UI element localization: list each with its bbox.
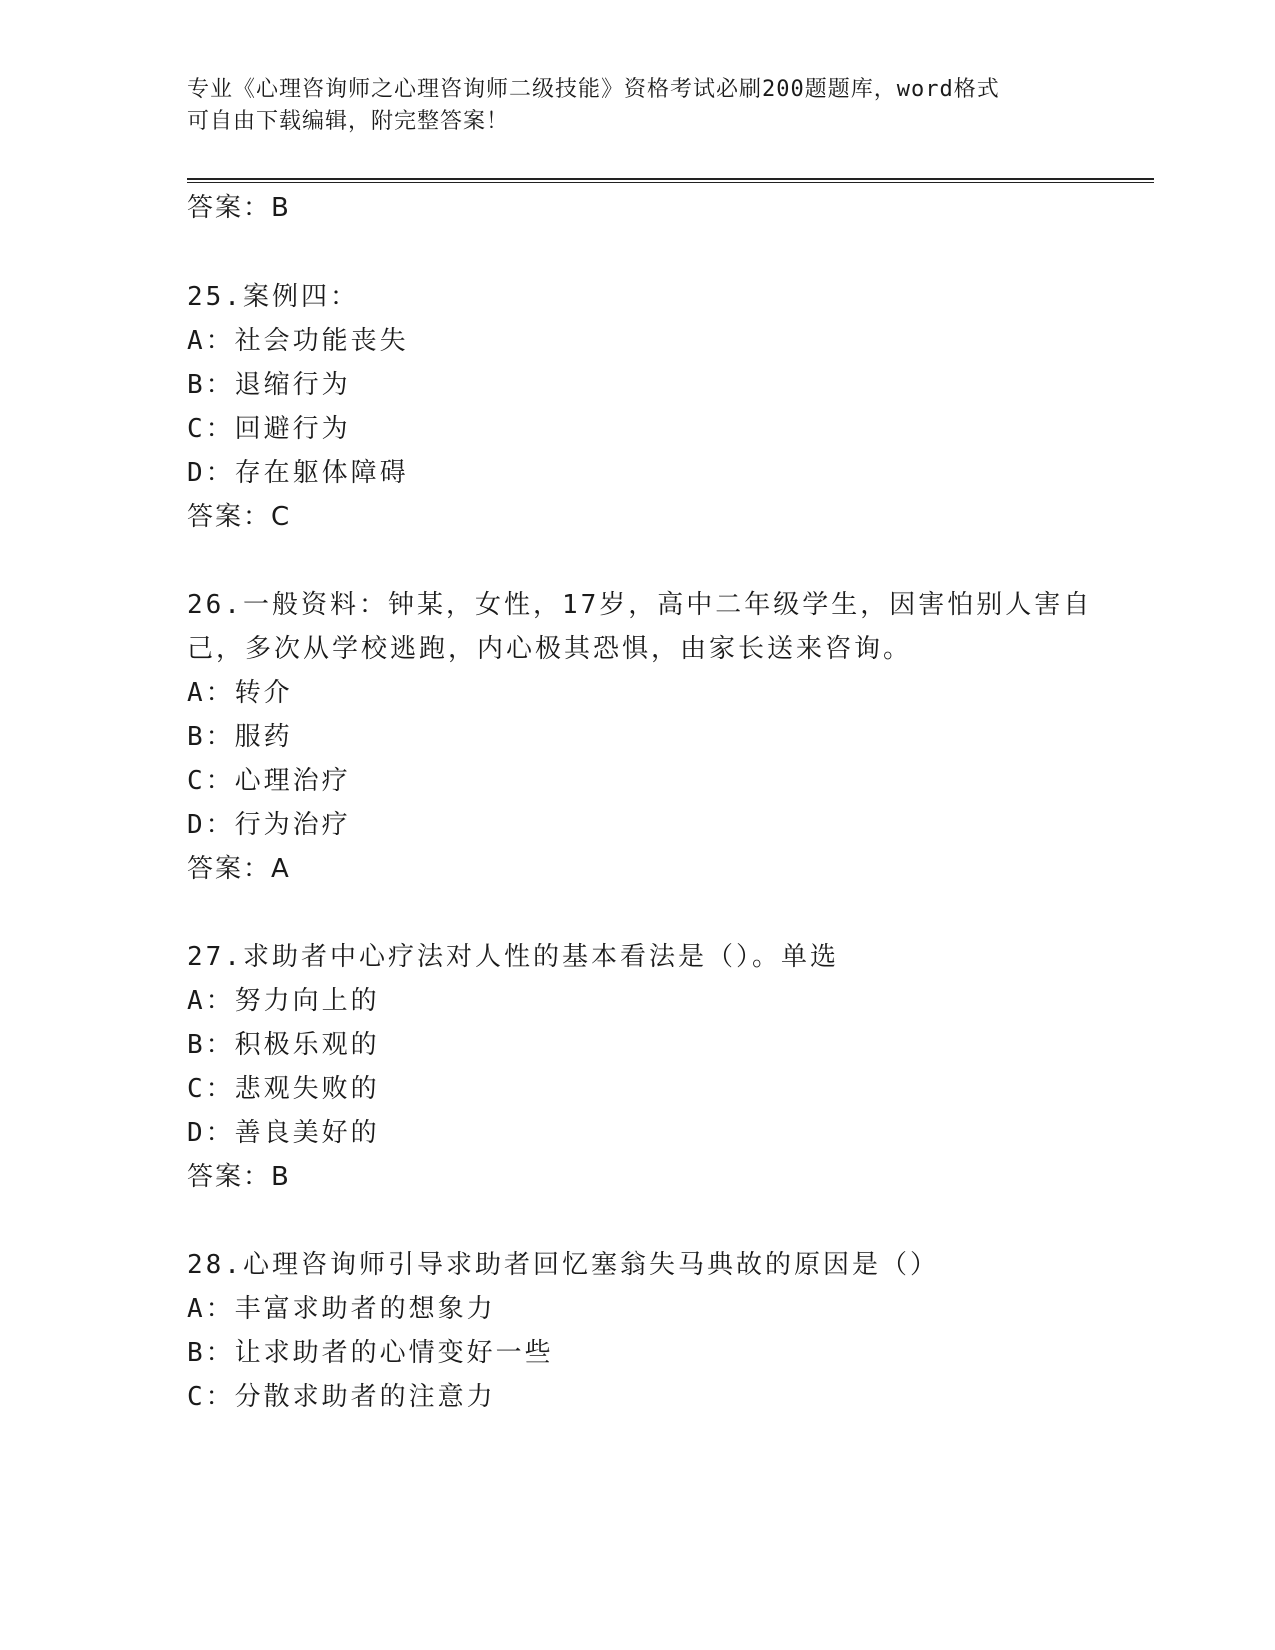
option-c: C：回避行为 (187, 414, 351, 444)
option-d: D：善良美好的 (187, 1118, 380, 1148)
question-stem: 26.一般资料：钟某，女性，17岁，高中二年级学生，因害怕别人害自 (187, 590, 1093, 620)
option-b: B：让求助者的心情变好一些 (187, 1338, 554, 1368)
option-b: B：退缩行为 (187, 370, 351, 400)
option-a: A：丰富求助者的想象力 (187, 1294, 496, 1324)
question-stem: 25.案例四： (187, 282, 359, 312)
answer-label: 答案：B (187, 193, 291, 223)
answer-label: 答案：B (187, 1162, 291, 1192)
option-b: B：积极乐观的 (187, 1030, 380, 1060)
option-c: C：分散求助者的注意力 (187, 1382, 496, 1412)
question-stem: 27.求助者中心疗法对人性的基本看法是（）。单选 (187, 942, 839, 972)
header-line-2: 可自由下载编辑，附完整答案！ (187, 109, 510, 134)
page-header (187, 74, 1087, 138)
option-a: A：社会功能丧失 (187, 326, 409, 356)
header-divider (187, 178, 1154, 183)
option-a: A：努力向上的 (187, 986, 380, 1016)
question-stem: 28.心理咨询师引导求助者回忆塞翁失马典故的原因是（） (187, 1250, 939, 1280)
question-stem-continued: 己，多次从学校逃跑，内心极其恐惧，由家长送来咨询。 (187, 634, 913, 664)
option-a: A：转介 (187, 678, 293, 708)
answer-label: 答案：C (187, 502, 292, 532)
option-c: C：悲观失败的 (187, 1074, 380, 1104)
header-line-1: 专业《心理咨询师之心理咨询师二级技能》资格考试必刷200题题库，word格式 (187, 77, 1000, 102)
option-d: D：存在躯体障碍 (187, 458, 409, 488)
option-b: B：服药 (187, 722, 293, 752)
answer-label: 答案：A (187, 854, 291, 884)
option-c: C：心理治疗 (187, 766, 351, 796)
option-d: D：行为治疗 (187, 810, 351, 840)
